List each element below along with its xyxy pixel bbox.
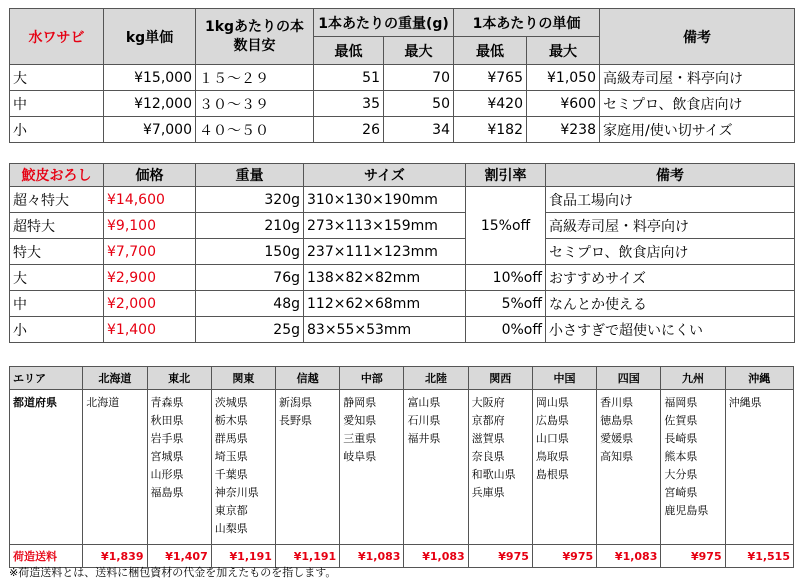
wasabi-note-cell: 家庭用/使い切サイズ	[600, 117, 795, 143]
prefecture-name: 福井県	[407, 432, 441, 445]
grater-grade-cell: 特大	[10, 239, 104, 265]
wasabi-unit-min-cell: ¥182	[454, 117, 527, 143]
wasabi-size-cell: 中	[10, 91, 104, 117]
grater-row	[10, 239, 795, 265]
grater-weight-cell: 25g	[196, 317, 304, 343]
shipping-fee-cell: ¥1,083	[404, 545, 468, 568]
shipping-area-header: 関東	[211, 367, 275, 390]
prefecture-name: 島根県	[535, 468, 569, 481]
shipping-footnote: ※荷造送料とは、送料に梱包資材の代金を加えたものを指します。	[9, 566, 337, 579]
shipping-fee-label: 荷造送料	[10, 545, 83, 568]
grater-header-size: サイズ	[304, 164, 466, 187]
grater-weight-cell: 76g	[196, 265, 304, 291]
shipping-area-header: 北陸	[404, 367, 468, 390]
prefecture-name: 福岡県	[664, 396, 698, 409]
wasabi-weight-max-cell: 34	[384, 117, 454, 143]
shipping-pref-cell	[340, 390, 404, 545]
wasabi-weight-min-cell: 26	[314, 117, 384, 143]
grater-price-cell: ¥14,600	[104, 187, 196, 213]
wasabi-unit-max-cell: ¥600	[527, 91, 600, 117]
grater-note-cell: 高級寿司屋・料亭向け	[546, 213, 795, 239]
shipping-area-header: 北海道	[83, 367, 147, 390]
prefecture-name: 愛媛県	[600, 432, 634, 445]
prefecture-name: 滋賀県	[471, 432, 505, 445]
prefecture-name: 山口県	[535, 432, 569, 445]
grater-row	[10, 265, 795, 291]
prefecture-name: 宮崎県	[664, 486, 698, 499]
prefecture-name: 岐阜県	[343, 450, 377, 463]
shipping-area-header: 九州	[661, 367, 725, 390]
prefecture-name: 岩手県	[150, 432, 184, 445]
wasabi-unit-min-cell: ¥420	[454, 91, 527, 117]
grater-discount-cell: 5%off	[466, 291, 546, 317]
prefecture-name: 徳島県	[600, 414, 634, 427]
prefecture-name: 広島県	[535, 414, 569, 427]
wasabi-header-weight-group: 1本あたりの重量(g)	[314, 9, 454, 37]
prefecture-name: 沖縄県	[728, 396, 762, 409]
prefecture-name: 熊本県	[664, 450, 698, 463]
wasabi-row	[10, 117, 795, 143]
shipping-pref-cell	[404, 390, 468, 545]
prefecture-name: 佐賀県	[664, 414, 698, 427]
wasabi-unit-max-cell: ¥238	[527, 117, 600, 143]
grater-row	[10, 213, 795, 239]
prefecture-name: 秋田県	[150, 414, 184, 427]
wasabi-row	[10, 65, 795, 91]
grater-size-cell: 237×111×123mm	[304, 239, 466, 265]
prefecture-name: 石川県	[407, 414, 441, 427]
shipping-pref-cell	[147, 390, 211, 545]
grater-note-cell: おすすめサイズ	[546, 265, 795, 291]
prefecture-name: 長崎県	[664, 432, 698, 445]
grater-size-cell: 273×113×159mm	[304, 213, 466, 239]
shipping-pref-cell	[532, 390, 596, 545]
prefecture-name: 鳥取県	[535, 450, 569, 463]
prefecture-name: 鹿児島県	[664, 504, 709, 517]
grater-weight-cell: 48g	[196, 291, 304, 317]
prefecture-name: 福島県	[150, 486, 184, 499]
shipping-pref-cell	[468, 390, 532, 545]
wasabi-count-cell: ３０～３９	[196, 91, 314, 117]
wasabi-header-price-min: 最低	[454, 37, 527, 65]
grater-size-cell: 138×82×82mm	[304, 265, 466, 291]
shipping-pref-cell	[83, 390, 147, 545]
shipping-fee-cell: ¥975	[468, 545, 532, 568]
wasabi-header-count: 1kgあたりの本数目安	[196, 9, 314, 65]
prefecture-name: 宮城県	[150, 450, 184, 463]
grater-header-price: 価格	[104, 164, 196, 187]
prefecture-name: 茨城県	[214, 396, 248, 409]
grater-note-cell: なんとか使える	[546, 291, 795, 317]
shipping-fee-cell: ¥975	[661, 545, 725, 568]
prefecture-name: 香川県	[600, 396, 634, 409]
wasabi-unit-max-cell: ¥1,050	[527, 65, 600, 91]
grater-header-discount: 割引率	[466, 164, 546, 187]
shipping-fee-cell: ¥1,839	[83, 545, 147, 568]
grater-weight-cell: 150g	[196, 239, 304, 265]
prefecture-name: 岡山県	[535, 396, 569, 409]
grater-weight-cell: 320g	[196, 187, 304, 213]
wasabi-count-cell: １５～２９	[196, 65, 314, 91]
prefecture-name: 大分県	[664, 468, 698, 481]
shipping-fee-cell: ¥1,083	[597, 545, 661, 568]
prefecture-name: 和歌山県	[471, 468, 516, 481]
wasabi-header-price-group: 1本あたりの単価	[454, 9, 600, 37]
shipping-area-header: 中国	[532, 367, 596, 390]
prefecture-name: 山梨県	[214, 522, 248, 535]
prefecture-name: 奈良県	[471, 450, 505, 463]
wasabi-price-table	[9, 8, 795, 143]
shipping-area-header: 沖縄	[725, 367, 793, 390]
wasabi-header-note: 備考	[600, 9, 795, 65]
prefecture-name: 新潟県	[278, 396, 312, 409]
wasabi-row	[10, 91, 795, 117]
shipping-area-header: 関西	[468, 367, 532, 390]
wasabi-header-name: 水ワサビ	[10, 9, 104, 65]
wasabi-price-cell: ¥15,000	[104, 65, 196, 91]
wasabi-note-cell: 高級寿司屋・料亭向け	[600, 65, 795, 91]
wasabi-header-price-per-kg: kg単価	[104, 9, 196, 65]
grater-price-cell: ¥1,400	[104, 317, 196, 343]
grater-note-cell: 食品工場向け	[546, 187, 795, 213]
grater-price-cell: ¥2,000	[104, 291, 196, 317]
grater-grade-cell: 小	[10, 317, 104, 343]
grater-discount-cell: 10%off	[466, 265, 546, 291]
shipping-area-header: 四国	[597, 367, 661, 390]
shipping-pref-cell	[597, 390, 661, 545]
prefecture-name: 富山県	[407, 396, 441, 409]
shipping-pref-cell	[275, 390, 339, 545]
grater-row	[10, 291, 795, 317]
grater-grade-cell: 大	[10, 265, 104, 291]
wasabi-price-cell: ¥12,000	[104, 91, 196, 117]
grater-grade-cell: 超々特大	[10, 187, 104, 213]
wasabi-header-price-max: 最大	[527, 37, 600, 65]
grater-header-note: 備考	[546, 164, 795, 187]
prefecture-name: 長野県	[278, 414, 312, 427]
grater-price-cell: ¥9,100	[104, 213, 196, 239]
wasabi-weight-min-cell: 51	[314, 65, 384, 91]
shipping-fee-cell: ¥1,407	[147, 545, 211, 568]
prefecture-name: 高知県	[600, 450, 634, 463]
shipping-fee-cell: ¥975	[532, 545, 596, 568]
wasabi-weight-max-cell: 50	[384, 91, 454, 117]
grater-row	[10, 317, 795, 343]
prefecture-name: 青森県	[150, 396, 184, 409]
wasabi-header-weight-min: 最低	[314, 37, 384, 65]
wasabi-price-cell: ¥7,000	[104, 117, 196, 143]
prefecture-name: 静岡県	[343, 396, 377, 409]
wasabi-note-cell: セミプロ、飲食店向け	[600, 91, 795, 117]
shipping-fee-cell: ¥1,083	[340, 545, 404, 568]
grater-grade-cell: 超特大	[10, 213, 104, 239]
shipping-fee-cell: ¥1,191	[275, 545, 339, 568]
wasabi-weight-min-cell: 35	[314, 91, 384, 117]
grater-weight-cell: 210g	[196, 213, 304, 239]
wasabi-size-cell: 小	[10, 117, 104, 143]
prefecture-name: 群馬県	[214, 432, 248, 445]
shipping-area-label: エリア	[10, 367, 83, 390]
grater-header-name: 鮫皮おろし	[10, 164, 104, 187]
grater-size-cell: 112×62×68mm	[304, 291, 466, 317]
shipping-area-header: 東北	[147, 367, 211, 390]
grater-price-cell: ¥2,900	[104, 265, 196, 291]
grater-grade-cell: 中	[10, 291, 104, 317]
grater-note-cell: セミプロ、飲食店向け	[546, 239, 795, 265]
grater-header-weight: 重量	[196, 164, 304, 187]
shipping-area-header: 信越	[275, 367, 339, 390]
grater-note-cell: 小さすぎで超使いにくい	[546, 317, 795, 343]
prefecture-name: 栃木県	[214, 414, 248, 427]
prefecture-name: 埼玉県	[214, 450, 248, 463]
sharkskin-grater-table	[9, 163, 795, 343]
prefecture-name: 愛知県	[343, 414, 377, 427]
wasabi-unit-min-cell: ¥765	[454, 65, 527, 91]
prefecture-name: 大阪府	[471, 396, 505, 409]
wasabi-header-weight-max: 最大	[384, 37, 454, 65]
shipping-fee-cell: ¥1,191	[211, 545, 275, 568]
prefecture-name: 三重県	[343, 432, 377, 445]
grater-discount-cell: 0%off	[466, 317, 546, 343]
prefecture-name: 北海道	[86, 396, 120, 409]
prefecture-name: 兵庫県	[471, 486, 505, 499]
prefecture-name: 神奈川県	[214, 486, 259, 499]
prefecture-name: 千葉県	[214, 468, 248, 481]
shipping-area-header: 中部	[340, 367, 404, 390]
grater-size-cell: 310×130×190mm	[304, 187, 466, 213]
shipping-fee-cell: ¥1,515	[725, 545, 793, 568]
shipping-pref-cell	[661, 390, 725, 545]
wasabi-size-cell: 大	[10, 65, 104, 91]
shipping-pref-label: 都道府県	[10, 390, 83, 545]
wasabi-count-cell: ４０～５０	[196, 117, 314, 143]
shipping-pref-cell	[725, 390, 793, 545]
prefecture-name: 山形県	[150, 468, 184, 481]
wasabi-weight-max-cell: 70	[384, 65, 454, 91]
prefecture-name: 京都府	[471, 414, 505, 427]
grater-price-cell: ¥7,700	[104, 239, 196, 265]
prefecture-name: 東京都	[214, 504, 248, 517]
grater-discount-merged-cell: 15%off	[466, 187, 546, 265]
shipping-fee-table	[9, 366, 794, 568]
shipping-pref-cell	[211, 390, 275, 545]
grater-row	[10, 187, 795, 213]
grater-size-cell: 83×55×53mm	[304, 317, 466, 343]
